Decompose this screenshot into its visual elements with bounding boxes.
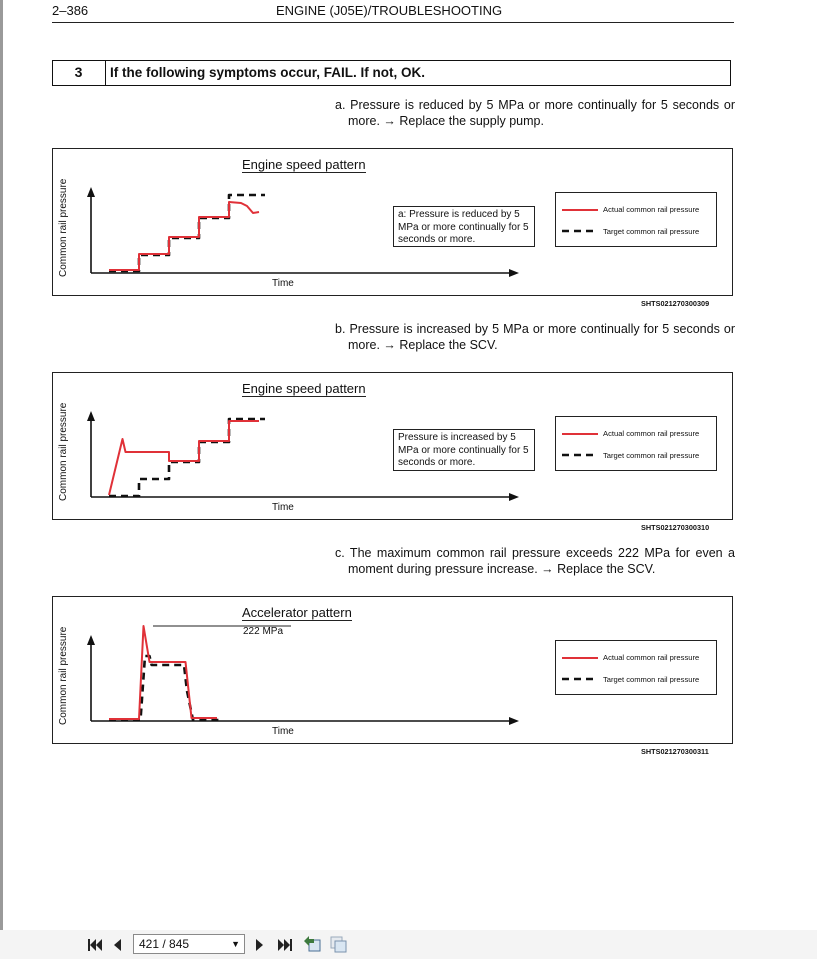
target-pressure-line — [109, 419, 265, 496]
target-pressure-line — [109, 195, 265, 271]
figure-c-code: SHTS021270300311 — [641, 747, 709, 756]
y-axis-arrow — [87, 411, 95, 421]
target-pressure-line — [109, 656, 223, 720]
figure-b-title: Engine speed pattern — [242, 381, 366, 396]
legend-actual-label: Actual common rail pressure — [603, 653, 700, 662]
figure-c-legend-swatches — [556, 641, 718, 696]
figure-c-x-label: Time — [272, 726, 294, 737]
page-selector[interactable] — [133, 934, 245, 954]
actual-pressure-line — [109, 202, 259, 270]
step-text: If the following symptoms occur, FAIL. If not, OK. — [110, 65, 426, 80]
page-indicator: 421 / 845 — [139, 937, 190, 951]
figure-b-legend — [555, 416, 717, 471]
instruction-b-text: b. Pressure is increased by 5 MPa or more continually for 5 seconds or more. → Replace the SCV. — [335, 322, 735, 352]
legend-actual-label: Actual common rail pressure — [603, 429, 700, 438]
figure-c-annotation: 222 MPa — [243, 626, 284, 637]
figure-c-legend — [555, 640, 717, 695]
figure-c — [52, 596, 733, 744]
left-edge-bar — [0, 0, 3, 930]
figure-b — [52, 372, 733, 520]
page-title: ENGINE (J05E)/TROUBLESHOOTING — [276, 3, 503, 18]
next-page-icon[interactable] — [254, 938, 266, 952]
figure-a — [52, 148, 733, 296]
header-rule — [52, 22, 734, 23]
figure-b-x-label: Time — [272, 502, 294, 513]
x-axis-arrow — [509, 717, 519, 725]
legend-target-label: Target common rail pressure — [603, 675, 700, 684]
figure-b-legend-swatches — [556, 417, 718, 472]
instruction-c-text: c. The maximum common rail pressure exceeds 222 MPa for even a moment during pressure increase. → Replace the SCV. — [335, 546, 735, 576]
figure-a-title: Engine speed pattern — [242, 157, 366, 172]
legend-target-label: Target common rail pressure — [603, 227, 700, 236]
instruction-c — [335, 545, 735, 577]
go-back-view-icon[interactable] — [303, 935, 323, 953]
first-page-icon[interactable] — [87, 938, 103, 952]
figure-b-y-label: Common rail pressure — [58, 402, 69, 501]
go-forward-view-icon[interactable] — [329, 935, 349, 953]
actual-pressure-line — [109, 626, 217, 719]
figure-a-note: a: Pressure is reduced by 5 MPa or more continually for 5 seconds or more. — [393, 206, 535, 247]
legend-actual-label: Actual common rail pressure — [603, 205, 700, 214]
dropdown-arrow-icon: ▼ — [231, 939, 240, 949]
y-axis-arrow — [87, 187, 95, 197]
actual-pressure-line — [109, 421, 259, 495]
figure-b-code: SHTS021270300310 — [641, 523, 710, 532]
figure-a-code: SHTS021270300309 — [641, 299, 710, 308]
x-axis-arrow — [509, 269, 519, 277]
instruction-a — [335, 97, 735, 129]
step-number: 3 — [52, 60, 106, 86]
y-axis-arrow — [87, 635, 95, 645]
last-page-icon[interactable] — [277, 938, 293, 952]
instruction-a-text: a. Pressure is reduced by 5 MPa or more continually for 5 seconds or more. → Replace the supply pump. — [335, 98, 735, 128]
figure-b-note: Pressure is increased by 5 MPa or more continually for 5 seconds or more. — [393, 429, 535, 471]
previous-page-icon[interactable] — [111, 938, 123, 952]
x-axis-arrow — [509, 493, 519, 501]
legend-target-label: Target common rail pressure — [603, 451, 700, 460]
figure-a-legend — [555, 192, 717, 247]
instruction-b — [335, 321, 735, 353]
figure-a-y-label: Common rail pressure — [58, 178, 69, 277]
figure-a-legend-swatches — [556, 193, 718, 248]
figure-c-y-label: Common rail pressure — [58, 626, 69, 725]
page-number: 2–386 — [52, 3, 89, 18]
figure-c-title: Accelerator pattern — [242, 605, 352, 620]
figure-a-x-label: Time — [272, 278, 294, 289]
